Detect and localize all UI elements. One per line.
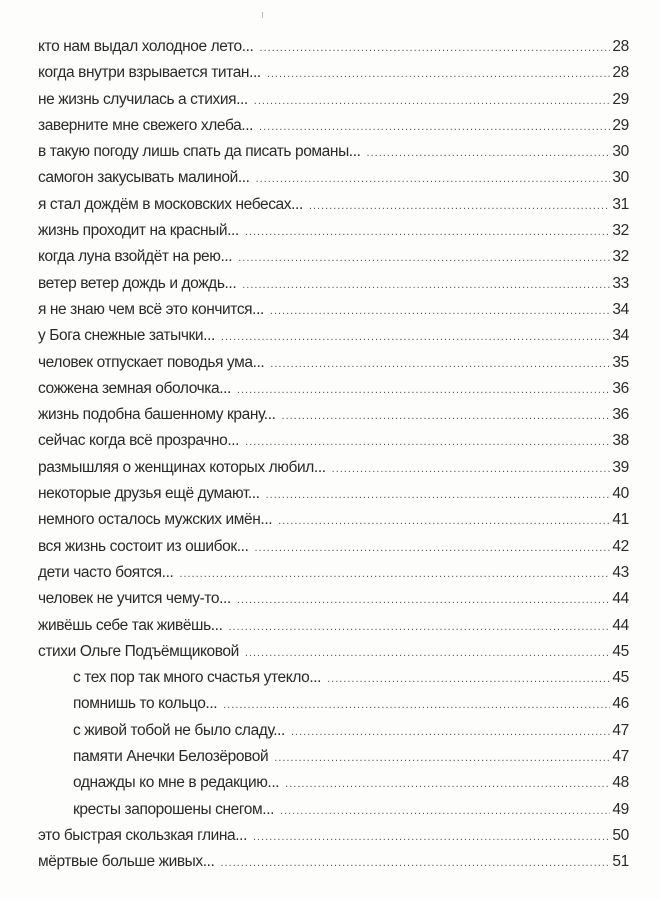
entry-title: вся жизнь состоит из ошибок... xyxy=(38,537,249,555)
page-number: 49 xyxy=(612,800,629,818)
page-number: 48 xyxy=(612,774,629,792)
toc-subentry xyxy=(38,695,629,721)
page-number: 47 xyxy=(612,721,629,739)
entry-title: памяти Анечки Белозёровой xyxy=(73,748,269,766)
entry-title: помнишь то кольцо... xyxy=(73,695,218,713)
page-number: 28 xyxy=(612,64,629,82)
toc-entry xyxy=(38,432,629,458)
page-number: 41 xyxy=(612,511,629,529)
dot-leader xyxy=(274,752,610,764)
dot-leader xyxy=(278,515,610,527)
toc-entry xyxy=(38,117,629,143)
toc-entry xyxy=(38,853,629,879)
table-of-contents xyxy=(38,38,629,880)
toc-entry xyxy=(38,301,629,327)
dot-leader xyxy=(254,542,610,554)
entry-title: немного осталось мужских имён... xyxy=(38,511,273,529)
toc-subentry xyxy=(38,722,629,748)
page-number: 32 xyxy=(612,248,629,266)
toc-entry xyxy=(38,538,629,564)
page-number: 35 xyxy=(612,353,629,371)
entry-title: я стал дождём в московских небесах... xyxy=(38,195,303,213)
dot-leader xyxy=(221,331,610,343)
page-number: 36 xyxy=(612,379,629,397)
page-number: 47 xyxy=(612,748,629,766)
entry-title: мёртвые больше живых... xyxy=(38,853,215,871)
dot-leader xyxy=(282,410,611,422)
entry-title: я не знаю чем всё это кончится... xyxy=(38,300,264,318)
dot-leader xyxy=(270,358,610,370)
dot-leader xyxy=(267,68,611,80)
entry-title: в такую погоду лишь спать да писать романы... xyxy=(38,143,361,161)
toc-entry xyxy=(38,827,629,853)
entry-title: сожжена земная оболочка... xyxy=(38,379,231,397)
toc-entry xyxy=(38,485,629,511)
entry-title: это быстрая скользкая глина... xyxy=(38,826,247,844)
dot-leader xyxy=(245,436,610,448)
toc-entry xyxy=(38,64,629,90)
dot-leader xyxy=(253,831,610,843)
entry-title: стихи Ольге Подъёмщиковой xyxy=(38,642,239,660)
toc-subentry xyxy=(38,748,629,774)
dot-leader xyxy=(367,147,611,159)
toc-entry xyxy=(38,248,629,274)
page-number: 30 xyxy=(612,143,629,161)
dot-leader xyxy=(266,489,611,501)
entry-title: человек не учится чему-то... xyxy=(38,590,231,608)
page-number: 34 xyxy=(612,300,629,318)
page-number: 43 xyxy=(612,563,629,581)
page-number: 38 xyxy=(612,432,629,450)
dot-leader xyxy=(270,305,610,317)
toc-entry xyxy=(38,590,629,616)
dot-leader xyxy=(259,42,610,54)
entry-title: с живой тобой не было сладу... xyxy=(73,721,285,739)
dot-leader xyxy=(242,279,610,291)
page-number: 34 xyxy=(612,327,629,345)
entry-title: не жизнь случилась а стихия... xyxy=(38,90,248,108)
page-number: 28 xyxy=(612,38,629,55)
dot-leader xyxy=(237,594,611,606)
entry-title: человек отпускает поводья ума... xyxy=(38,353,265,371)
toc-entry xyxy=(38,38,629,64)
page-number: 51 xyxy=(612,853,629,871)
dot-leader xyxy=(238,252,610,264)
page-number: 40 xyxy=(612,485,629,503)
page-number: 44 xyxy=(612,616,629,634)
toc-entry xyxy=(38,196,629,222)
page-number: 29 xyxy=(612,116,629,134)
toc-subentry xyxy=(38,801,629,827)
toc-entry xyxy=(38,169,629,195)
entry-title: заверните мне свежего хлеба... xyxy=(38,116,254,134)
entry-title: некоторые друзья ещё думают... xyxy=(38,485,260,503)
dot-leader xyxy=(223,699,610,711)
toc-entry xyxy=(38,354,629,380)
entry-title: кресты запорошены снегом... xyxy=(73,800,275,818)
dot-leader xyxy=(245,226,611,238)
toc-entry xyxy=(38,643,629,669)
dot-leader xyxy=(179,568,610,580)
toc-subentry xyxy=(38,669,629,695)
toc-entry xyxy=(38,406,629,432)
entry-title: дети часто боятся... xyxy=(38,563,174,581)
entry-title: жизнь проходит на красный... xyxy=(38,222,239,240)
toc-entry xyxy=(38,564,629,590)
toc-entry xyxy=(38,275,629,301)
dot-leader xyxy=(280,805,610,817)
paper-speck xyxy=(262,12,263,18)
dot-leader xyxy=(228,621,610,633)
toc-entry xyxy=(38,459,629,485)
page-number: 44 xyxy=(612,590,629,608)
entry-title: сейчас когда всё прозрачно... xyxy=(38,432,240,450)
toc-entry xyxy=(38,617,629,643)
entry-title: с тех пор так много счастья утекло... xyxy=(73,669,322,687)
entry-title: ветер ветер дождь и дождь... xyxy=(38,274,237,292)
page-number: 42 xyxy=(612,537,629,555)
dot-leader xyxy=(291,726,610,738)
entry-title: живёшь себе так живёшь... xyxy=(38,616,223,634)
entry-title: самогон закусывать малиной... xyxy=(38,169,250,187)
entry-title: когда луна взойдёт на рею... xyxy=(38,248,233,266)
entry-title: жизнь подобна башенному крану... xyxy=(38,406,276,424)
entry-title: однажды ко мне в редакцию... xyxy=(73,774,280,792)
dot-leader xyxy=(256,173,611,185)
dot-leader xyxy=(259,121,610,133)
page-number: 46 xyxy=(612,695,629,713)
page-number: 45 xyxy=(612,642,629,660)
toc-entry xyxy=(38,327,629,353)
dot-leader xyxy=(237,384,610,396)
dot-leader xyxy=(309,200,610,212)
dot-leader xyxy=(327,673,610,685)
toc-entry xyxy=(38,511,629,537)
dot-leader xyxy=(254,95,611,107)
page-number: 33 xyxy=(612,274,629,292)
dot-leader xyxy=(245,647,610,659)
dot-leader xyxy=(332,463,611,475)
dot-leader xyxy=(285,778,610,790)
page-number: 36 xyxy=(612,406,629,424)
toc-entry xyxy=(38,222,629,248)
entry-title: когда внутри взрывается титан... xyxy=(38,64,261,82)
page-number: 39 xyxy=(612,458,629,476)
page-number: 50 xyxy=(612,826,629,844)
dot-leader xyxy=(220,857,610,869)
page-number: 45 xyxy=(612,669,629,687)
entry-title: кто нам выдал холодное лето... xyxy=(38,38,254,55)
page-number: 31 xyxy=(612,195,629,213)
page-number: 29 xyxy=(612,90,629,108)
page-number: 30 xyxy=(612,169,629,187)
toc-entry xyxy=(38,143,629,169)
toc-entry xyxy=(38,380,629,406)
toc-entry xyxy=(38,91,629,117)
entry-title: у Бога снежные затычки... xyxy=(38,327,215,345)
page-number: 32 xyxy=(612,222,629,240)
entry-title: размышляя о женщинах которых любил... xyxy=(38,458,326,476)
toc-subentry xyxy=(38,774,629,800)
